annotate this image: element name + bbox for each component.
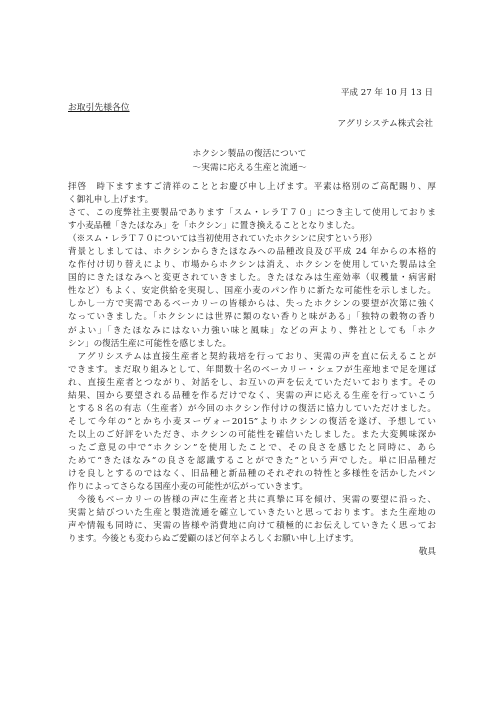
body-line: 性など）もよく、安定供給を実現し、国産小麦のパン作りに新たな可能性を示しました。 <box>68 286 436 297</box>
body-line: ります。今後とも変わらぬご愛顧のほど何卒よろしくお願い申し上げます。 <box>68 534 359 545</box>
recipient-line: お取引先様各位 <box>68 103 130 113</box>
body-line: なっていきました。「ホクシンには世界に類のない香りと味がある」「独特の穀物の香り <box>68 312 436 323</box>
body-line: とする８名の有志（生産者）が今回のホクシン作付けの復活に協力していただけました。 <box>68 403 436 414</box>
sender-company: アグリシステム株式会社 <box>337 119 433 129</box>
letter-title: ホクシン製品の復活について <box>192 149 307 159</box>
body-line: けを良しとするのではなく、旧品種と新品種のそれぞれの特性と多様性を活かしたパン <box>68 469 436 480</box>
body-line: 作りによってさらなる国産小麦の可能性が広がっていきます。 <box>68 482 308 493</box>
closing-word: 敬具 <box>418 547 436 558</box>
body-line: しかし一方で実需であるベーカリーの皆様からは、失ったホクシンの要望が次第に強く <box>68 299 436 310</box>
body-line: できます。まだ取り組みとして、年間数十名のベーカリー・シェフが生産地まで足を運ば <box>68 364 436 375</box>
body-line: さて、この度弊社主要製品であります「スム・レラＴ７０」につき主して使用しておりま <box>68 208 436 219</box>
body-line: そして今年の“とかち小麦ヌーヴォー2015”よりホクシンの復活を遂げ、予想してい <box>68 416 436 427</box>
body-line: す小麦品種「きたほなみ」を「ホクシン」に置き換えることとなりました。 <box>68 221 360 232</box>
body-line: （※スム・レラＴ７０については当初使用されていたホクシンに戻すという形） <box>68 234 377 245</box>
body-line: 背景としましては、ホクシンからきたほなみへの品種改良及び平成 24 年からの本格的 <box>68 247 436 258</box>
body-line: く御礼申し上げます。 <box>68 195 154 206</box>
body-line: アグリシステムは直接生産者と契約栽培を行っており、実需の声を直に伝えることが <box>68 351 436 362</box>
letter-subtitle: ～実需に応える生産と流通～ <box>192 163 307 173</box>
letter-date: 平成 27 年 10 月 13 日 <box>340 88 433 98</box>
letter-body <box>68 181 436 559</box>
body-line: 声や情報も同時に、実需の皆様や消費地に向けて積極的にお伝えしていきたく思ってお <box>68 521 436 532</box>
body-line: 実需と結びついた生産と製造流通を確立していきたいと思っております。また生産地の <box>68 508 436 519</box>
body-line: がよい」「きたほなみにはない力強い味と風味」などの声より、弊社としても「ホク <box>68 325 436 336</box>
body-line: ためて“きたほなみ”の良さを認識することができた”という声でした。単に旧品種だ <box>68 455 436 466</box>
body-line: れ、直接生産者とつながり、対話をし、お互いの声を伝えていただいております。その <box>68 377 436 388</box>
body-line: な作付け切り替えにより、市場からホクシンは消え、ホクシンを使用していた製品は全 <box>68 260 436 271</box>
body-line: 結果、国から要望される品種を作るだけでなく、実需の声に応える生産を行っていこう <box>68 390 436 401</box>
body-line: 拝啓 時下ますますご清祥のこととお慶び申し上げます。平素は格別のご高配賜り、厚 <box>68 182 436 192</box>
body-line: ったご意見の中で“ホクシン”を使用したことで、その良さを感じたと同時に、あら <box>68 442 436 453</box>
body-line: た以上のご好評をいただき、ホクシンの可能性を確信いたしました。また大変興味深か <box>68 429 436 440</box>
body-line: 国的にきたほなみへと変更されていきました。きたほなみは生産効率（収穫量・病害耐 <box>68 273 436 284</box>
body-line: シン」の復活生産に可能性を感じました。 <box>68 338 232 349</box>
body-line: 今後もベーカリーの皆様の声に生産者と共に真摯に耳を傾け、実需の要望に沿った、 <box>68 495 436 506</box>
